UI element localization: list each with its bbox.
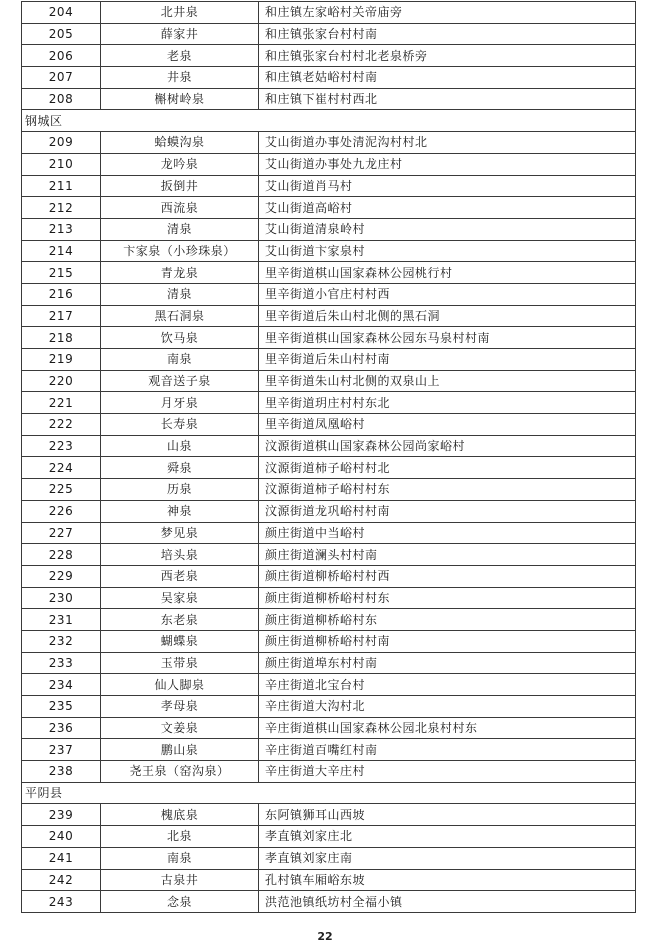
- spring-location: 颜庄街道埠东村村南: [259, 652, 636, 674]
- spring-location: 辛庄街道大沟村北: [259, 696, 636, 718]
- table-row: [22, 544, 636, 566]
- spring-name: 卞家泉（小珍珠泉）: [101, 240, 259, 262]
- spring-name: 西老泉: [101, 565, 259, 587]
- spring-name: 东老泉: [101, 609, 259, 631]
- table-row: [22, 327, 636, 349]
- table-row: [22, 392, 636, 414]
- row-number: 209: [22, 132, 101, 154]
- row-number: 213: [22, 218, 101, 240]
- spring-location: 辛庄街道大辛庄村: [259, 761, 636, 783]
- row-number: 243: [22, 891, 101, 913]
- spring-location: 里辛街道凤凰峪村: [259, 414, 636, 436]
- spring-name: 薛家井: [101, 23, 259, 45]
- spring-location: 里辛街道棋山国家森林公园东马泉村村南: [259, 327, 636, 349]
- spring-name: 历泉: [101, 479, 259, 501]
- spring-location: 洪范池镇纸坊村全福小镇: [259, 891, 636, 913]
- spring-location: 汶源街道柿子峪村村北: [259, 457, 636, 479]
- spring-name: 神泉: [101, 500, 259, 522]
- row-number: 227: [22, 522, 101, 544]
- row-number: 229: [22, 565, 101, 587]
- row-number: 235: [22, 696, 101, 718]
- spring-location: 颜庄街道柳桥峪村村西: [259, 565, 636, 587]
- table-row: [22, 262, 636, 284]
- spring-location: 和庄镇左家峪村关帝庙旁: [259, 2, 636, 24]
- spring-name: 培头泉: [101, 544, 259, 566]
- table-row: [22, 349, 636, 371]
- spring-location: 艾山街道办事处清泥沟村村北: [259, 132, 636, 154]
- spring-location: 孝直镇刘家庄南: [259, 847, 636, 869]
- spring-name: 扳倒井: [101, 175, 259, 197]
- table-row: [22, 132, 636, 154]
- spring-name: 井泉: [101, 67, 259, 89]
- spring-location: 里辛街道后朱山村北侧的黑石洞: [259, 305, 636, 327]
- table-row: [22, 218, 636, 240]
- row-number: 220: [22, 370, 101, 392]
- table-row: [22, 739, 636, 761]
- table-row: [22, 435, 636, 457]
- table-row: [22, 23, 636, 45]
- spring-location: 艾山街道高峪村: [259, 197, 636, 219]
- region-header-row: [22, 782, 636, 804]
- table-row: [22, 826, 636, 848]
- table-row: [22, 869, 636, 891]
- spring-name: 槐底泉: [101, 804, 259, 826]
- table-row: [22, 153, 636, 175]
- spring-location: 艾山街道办事处九龙庄村: [259, 153, 636, 175]
- row-number: 223: [22, 435, 101, 457]
- spring-location: 孔村镇车厢峪东坡: [259, 869, 636, 891]
- spring-location: 颜庄街道澜头村村南: [259, 544, 636, 566]
- row-number: 212: [22, 197, 101, 219]
- spring-name: 鹏山泉: [101, 739, 259, 761]
- table-row: [22, 652, 636, 674]
- spring-location: 汶源街道棋山国家森林公园尚家峪村: [259, 435, 636, 457]
- table-row: [22, 479, 636, 501]
- row-number: 221: [22, 392, 101, 414]
- page-number: 22: [317, 930, 333, 943]
- row-number: 241: [22, 847, 101, 869]
- spring-location: 孝直镇刘家庄北: [259, 826, 636, 848]
- spring-location: 艾山街道卞家泉村: [259, 240, 636, 262]
- row-number: 207: [22, 67, 101, 89]
- spring-location: 艾山街道清泉岭村: [259, 218, 636, 240]
- spring-location: 里辛街道小官庄村村西: [259, 283, 636, 305]
- region-label: 钢城区: [22, 110, 636, 132]
- spring-name: 古泉井: [101, 869, 259, 891]
- table-row: [22, 88, 636, 110]
- region-header-row: [22, 110, 636, 132]
- row-number: 237: [22, 739, 101, 761]
- row-number: 222: [22, 414, 101, 436]
- row-number: 215: [22, 262, 101, 284]
- spring-name: 月牙泉: [101, 392, 259, 414]
- spring-location: 颜庄街道柳桥峪村村东: [259, 587, 636, 609]
- row-number: 230: [22, 587, 101, 609]
- spring-name: 清泉: [101, 283, 259, 305]
- spring-name: 黑石洞泉: [101, 305, 259, 327]
- table-row: [22, 500, 636, 522]
- table-row: [22, 696, 636, 718]
- spring-name: 西流泉: [101, 197, 259, 219]
- spring-name: 蛤蟆沟泉: [101, 132, 259, 154]
- row-number: 210: [22, 153, 101, 175]
- spring-name: 老泉: [101, 45, 259, 67]
- spring-name: 梦见泉: [101, 522, 259, 544]
- table-row: [22, 240, 636, 262]
- row-number: 206: [22, 45, 101, 67]
- spring-location: 汶源街道龙巩峪村村南: [259, 500, 636, 522]
- spring-location: 颜庄街道中当峪村: [259, 522, 636, 544]
- row-number: 216: [22, 283, 101, 305]
- table-row: [22, 45, 636, 67]
- spring-list-table: [21, 1, 636, 913]
- spring-location: 和庄镇下崔村村西北: [259, 88, 636, 110]
- spring-location: 辛庄街道北宝台村: [259, 674, 636, 696]
- table-row: [22, 609, 636, 631]
- row-number: 239: [22, 804, 101, 826]
- spring-name: 文姜泉: [101, 717, 259, 739]
- table-row: [22, 847, 636, 869]
- row-number: 219: [22, 349, 101, 371]
- table-row: [22, 717, 636, 739]
- spring-name: 仙人脚泉: [101, 674, 259, 696]
- spring-name: 长寿泉: [101, 414, 259, 436]
- spring-name: 槲树岭泉: [101, 88, 259, 110]
- table-row: [22, 2, 636, 24]
- spring-location: 辛庄街道棋山国家森林公园北泉村村东: [259, 717, 636, 739]
- table-row: [22, 305, 636, 327]
- table-row: [22, 630, 636, 652]
- table-row: [22, 587, 636, 609]
- spring-name: 观音送子泉: [101, 370, 259, 392]
- spring-location: 汶源街道柿子峪村村东: [259, 479, 636, 501]
- spring-name: 舜泉: [101, 457, 259, 479]
- region-label: 平阴县: [22, 782, 636, 804]
- spring-name: 吴家泉: [101, 587, 259, 609]
- spring-name: 南泉: [101, 349, 259, 371]
- table-row: [22, 175, 636, 197]
- spring-name: 北井泉: [101, 2, 259, 24]
- row-number: 236: [22, 717, 101, 739]
- row-number: 225: [22, 479, 101, 501]
- spring-name: 念泉: [101, 891, 259, 913]
- spring-location: 颜庄街道柳桥峪村东: [259, 609, 636, 631]
- spring-name: 南泉: [101, 847, 259, 869]
- row-number: 234: [22, 674, 101, 696]
- spring-location: 里辛街道玥庄村村东北: [259, 392, 636, 414]
- table-row: [22, 457, 636, 479]
- spring-location: 里辛街道朱山村北侧的双泉山上: [259, 370, 636, 392]
- row-number: 228: [22, 544, 101, 566]
- spring-name: 饮马泉: [101, 327, 259, 349]
- table-row: [22, 522, 636, 544]
- table-row: [22, 761, 636, 783]
- table-row: [22, 370, 636, 392]
- spring-location: 里辛街道棋山国家森林公园桃行村: [259, 262, 636, 284]
- table-row: [22, 674, 636, 696]
- row-number: 214: [22, 240, 101, 262]
- spring-name: 蝴蝶泉: [101, 630, 259, 652]
- table-row: [22, 891, 636, 913]
- row-number: 218: [22, 327, 101, 349]
- table-body: [22, 2, 636, 913]
- table-row: [22, 283, 636, 305]
- row-number: 232: [22, 630, 101, 652]
- table-row: [22, 565, 636, 587]
- table-row: [22, 804, 636, 826]
- spring-name: 孝母泉: [101, 696, 259, 718]
- spring-name: 龙吟泉: [101, 153, 259, 175]
- row-number: 211: [22, 175, 101, 197]
- spring-location: 和庄镇老姑峪村村南: [259, 67, 636, 89]
- spring-name: 青龙泉: [101, 262, 259, 284]
- spring-location: 艾山街道肖马村: [259, 175, 636, 197]
- spring-name: 玉带泉: [101, 652, 259, 674]
- table-row: [22, 414, 636, 436]
- table-row: [22, 197, 636, 219]
- spring-location: 东阿镇狮耳山西坡: [259, 804, 636, 826]
- row-number: 242: [22, 869, 101, 891]
- spring-name: 清泉: [101, 218, 259, 240]
- spring-location: 颜庄街道柳桥峪村村南: [259, 630, 636, 652]
- spring-name: 尧王泉（窑沟泉）: [101, 761, 259, 783]
- row-number: 205: [22, 23, 101, 45]
- row-number: 208: [22, 88, 101, 110]
- row-number: 240: [22, 826, 101, 848]
- spring-location: 辛庄街道百嘴红村南: [259, 739, 636, 761]
- spring-location: 和庄镇张家台村村北老泉桥旁: [259, 45, 636, 67]
- row-number: 224: [22, 457, 101, 479]
- row-number: 238: [22, 761, 101, 783]
- row-number: 204: [22, 2, 101, 24]
- spring-name: 北泉: [101, 826, 259, 848]
- spring-location: 里辛街道后朱山村村南: [259, 349, 636, 371]
- row-number: 231: [22, 609, 101, 631]
- spring-name: 山泉: [101, 435, 259, 457]
- row-number: 226: [22, 500, 101, 522]
- row-number: 233: [22, 652, 101, 674]
- table-row: [22, 67, 636, 89]
- spring-location: 和庄镇张家台村村南: [259, 23, 636, 45]
- row-number: 217: [22, 305, 101, 327]
